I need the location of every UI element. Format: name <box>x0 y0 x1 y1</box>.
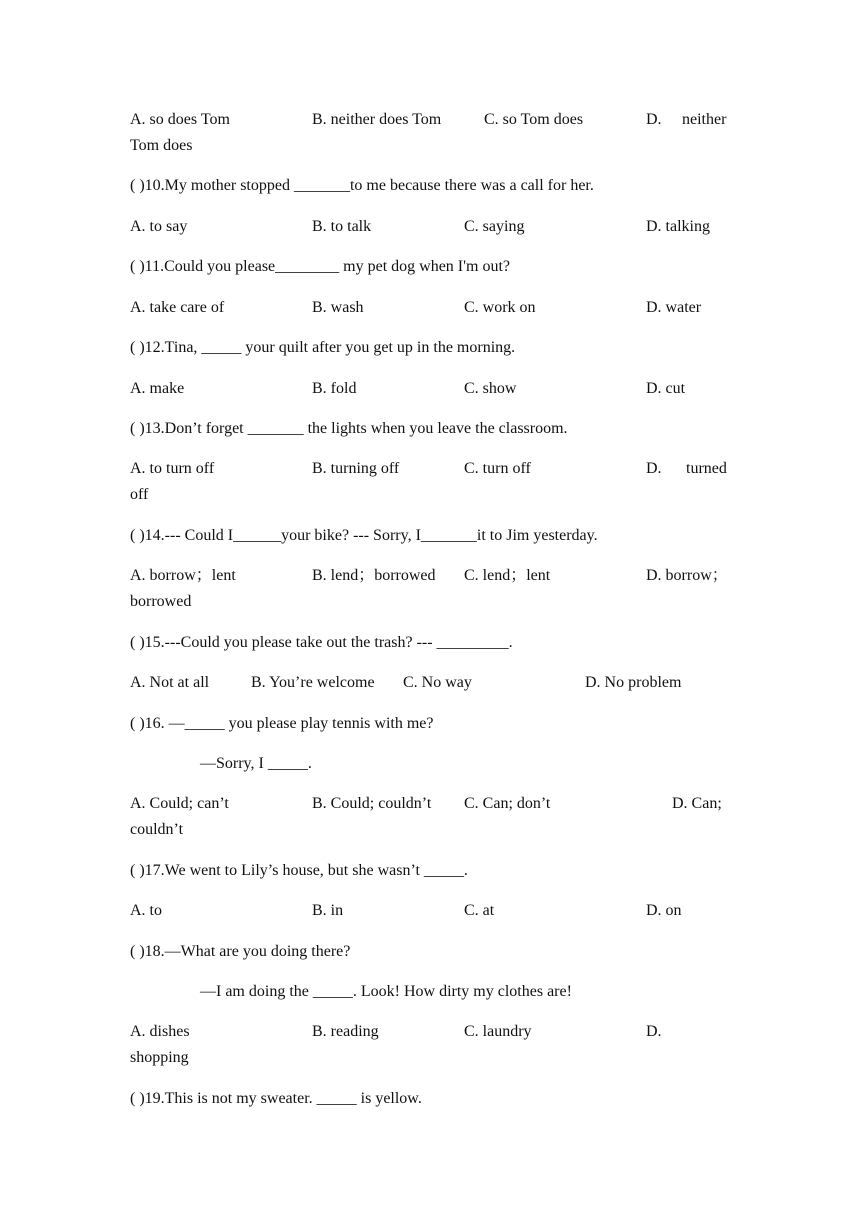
q16-option-a: A. Could; can’t <box>130 795 229 812</box>
q14-options <box>130 566 730 586</box>
q10-option-b: B. to talk <box>312 218 372 235</box>
question-16-reply: —Sorry, I _____. <box>200 755 312 772</box>
q17-option-b: B. in <box>312 902 344 919</box>
q13-option-d-letter: D. <box>646 460 662 477</box>
q13-option-b: B. turning off <box>312 460 400 477</box>
question-10: ( )10.My mother stopped _______to me because there was a call for her. <box>130 177 594 194</box>
question-19: ( )19.This is not my sweater. _____ is yellow. <box>130 1090 422 1107</box>
q10-option-d: D. talking <box>646 218 710 235</box>
q14-option-d: D. borrow； <box>646 567 728 584</box>
question-17: ( )17.We went to Lily’s house, but she wasn’t _____. <box>130 862 468 879</box>
q13-option-d-word: turned <box>686 460 727 477</box>
q14-option-b: B. lend；borrowed <box>312 567 436 584</box>
q18-option-a: A. dishes <box>130 1023 190 1040</box>
q11-option-b: B. wash <box>312 299 364 316</box>
question-13: ( )13.Don’t forget _______ the lights when you leave the classroom. <box>130 420 568 437</box>
q9-options <box>130 110 730 130</box>
q16-option-c: C. Can; don’t <box>464 795 551 812</box>
question-14: ( )14.--- Could I______your bike? --- Sorry, I_______it to Jim yesterday. <box>130 527 598 544</box>
q18-option-d-wrap: shopping <box>130 1049 189 1066</box>
q14-option-d-wrap: borrowed <box>130 593 192 610</box>
question-12: ( )12.Tina, _____ your quilt after you get up in the morning. <box>130 339 516 356</box>
q15-option-c: C. No way <box>403 674 472 691</box>
q9-option-d-letter: D. <box>646 111 662 128</box>
q16-option-b: B. Could; couldn’t <box>312 795 432 812</box>
q18-option-d: D. <box>646 1023 662 1040</box>
q15-option-a: A. Not at all <box>130 674 210 691</box>
q10-option-c: C. saying <box>464 218 525 235</box>
q11-option-c: C. work on <box>464 299 536 316</box>
q15-options <box>130 673 730 693</box>
question-16: ( )16. —_____ you please play tennis with me? <box>130 715 434 732</box>
q15-option-d: D. No problem <box>585 674 682 691</box>
q11-option-a: A. take care of <box>130 299 225 316</box>
q14-option-a: A. borrow；lent <box>130 567 236 584</box>
q12-options <box>130 379 730 399</box>
q13-option-a: A. to turn off <box>130 460 215 477</box>
q17-options <box>130 901 730 921</box>
q12-option-c: C. show <box>464 380 517 397</box>
q16-option-d-wrap: couldn’t <box>130 821 184 838</box>
question-11: ( )11.Could you please________ my pet dog when I'm out? <box>130 258 511 275</box>
q11-options <box>130 298 730 318</box>
q17-option-c: C. at <box>464 902 495 919</box>
q18-options <box>130 1022 730 1042</box>
q11-option-d: D. water <box>646 299 702 316</box>
question-15: ( )15.---Could you please take out the trash? --- _________. <box>130 634 513 651</box>
q9-option-a: A. so does Tom <box>130 111 230 128</box>
q12-option-b: B. fold <box>312 380 357 397</box>
q14-option-c: C. lend；lent <box>464 567 551 584</box>
q9-option-d-word: neither <box>682 111 727 128</box>
q10-options <box>130 217 730 237</box>
question-18-reply: —I am doing the _____. Look! How dirty my clothes are! <box>200 983 572 1000</box>
q13-option-d-wrap: off <box>130 486 149 503</box>
q15-option-b: B. You’re welcome <box>251 674 375 691</box>
q18-option-c: C. laundry <box>464 1023 532 1040</box>
question-18: ( )18.—What are you doing there? <box>130 943 351 960</box>
q12-option-d: D. cut <box>646 380 686 397</box>
q17-option-d: D. on <box>646 902 682 919</box>
q18-option-b: B. reading <box>312 1023 379 1040</box>
q9-option-b: B. neither does Tom <box>312 111 442 128</box>
q9-option-d-wrap: Tom does <box>130 137 193 154</box>
q13-option-c: C. turn off <box>464 460 531 477</box>
q17-option-a: A. to <box>130 902 162 919</box>
q16-options <box>130 794 730 814</box>
q10-option-a: A. to say <box>130 218 188 235</box>
q16-option-d: D. Can; <box>672 795 722 812</box>
q9-option-c: C. so Tom does <box>484 111 584 128</box>
q13-options <box>130 459 730 479</box>
q12-option-a: A. make <box>130 380 185 397</box>
